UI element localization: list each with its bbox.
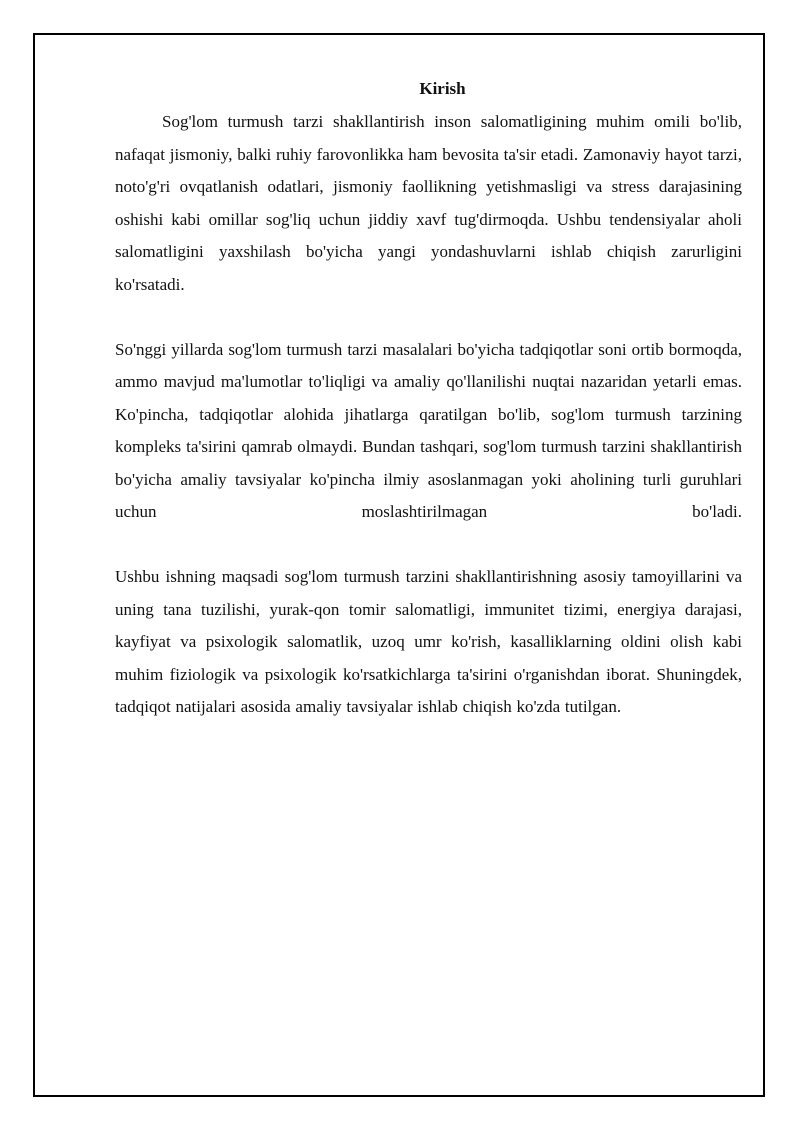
paragraph-spacer xyxy=(115,301,742,334)
paragraph-research-state: So'nggi yillarda sog'lom turmush tarzi masalalari bo'yicha tadqiqotlar soni ortib bormoqda, ammo mavjud ma'lumotlar to'liqligi va amaliy qo'llanilishi nuqtai nazaridan yetarli emas. Ko'pincha, tadqiqotlar alohida jihatlarga qaratilgan bo'lib, sog'lom turmush tarzining kompleks ta'sirini qamrab olmaydi. Bundan tashqari, sog'lom turmush tarzini shakllantirish bo'yicha amaliy tavsiyalar ko'pincha ilmiy asoslanmagan yoki aholining turli guruhlari uchun moslashtirilmagan bo'ladi. xyxy=(115,339,742,521)
paragraph-purpose: Ushbu ishning maqsadi sog'lom turmush tarzini shakllantirishning asosiy tamoyillarini va uning tana tuzilishi, yurak-qon tomir salomatligi, immunitet tizimi, energiya darajasi, kayfiyat va psixologik salomatlik, uzoq umr ko'rish, kasalliklarning oldini olish kabi muhim fiziologik va psixologik ko'rsatkichlarga ta'sirini o'rganishdan iborat. Shuningdek, tadqiqot natijalari asosida amaliy tavsiyalar ishlab chiqish ko'zda tutilgan. xyxy=(115,567,742,716)
paragraph-spacer xyxy=(115,529,742,562)
page-title: Kirish xyxy=(419,79,466,98)
document-body xyxy=(115,75,742,724)
paragraph-intro: Sog'lom turmush tarzi shakllantirish inson salomatligining muhim omili bo'lib, nafaqat jismoniy, balki ruhiy farovonlikka ham bevosita ta'sir etadi. Zamonaviy hayot tarzi, noto'g'ri ovqatlanish odatlari, jismoniy faollikning yetishmasligi va stress darajasining oshishi kabi omillar sog'liq uchun jiddiy xavf tug'dirmoqda. Ushbu tendensiyalar aholi salomatligini yaxshilash bo'yicha yangi yondashuvlarni ishlab chiqish zarurligini ko'rsatadi. xyxy=(115,112,742,294)
